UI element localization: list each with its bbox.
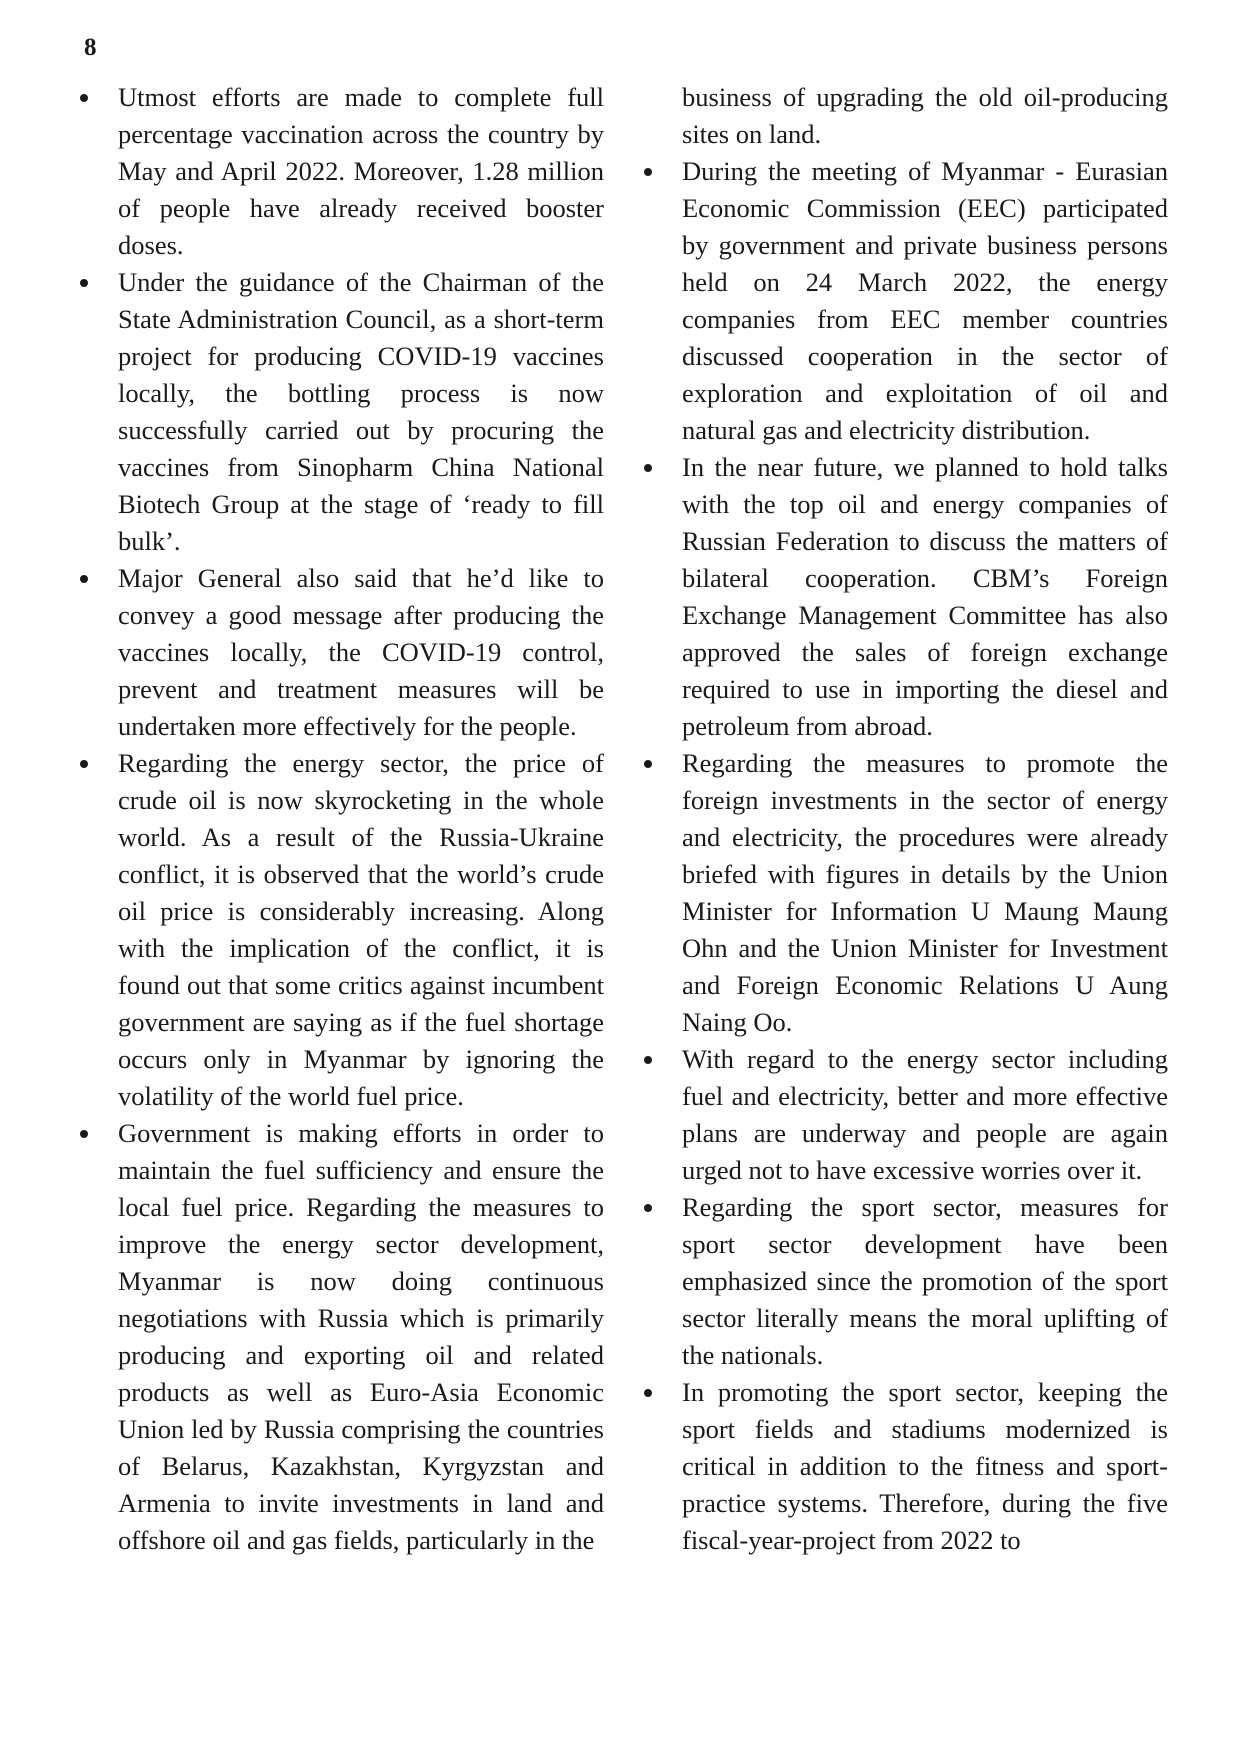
list-item [642, 449, 1168, 745]
list-item [78, 79, 604, 264]
list-item [78, 745, 604, 1115]
list-item-text: With regard to the energy sector including fuel and electricity, better and more effective plans are underway and people are again urged not to have excessive worries over it. [682, 1044, 1168, 1185]
bullet-icon [644, 1056, 652, 1064]
list-item-text: Government is making efforts in order to maintain the fuel sufficiency and ensure the local fuel price. Regarding the measures to improve the energy sector development, Myanmar is now doing continuous negotiations with Russia which is primarily producing and exporting oil and related products as well as Euro-Asia Economic Union led by Russia comprising the countries of Belarus, Kazakhstan, Kyrgyzstan and Armenia to invite investments in land and offshore oil and gas fields, particularly in the [118, 1118, 604, 1555]
list-item-text: In promoting the sport sector, keeping the sport fields and stadiums modernized is critical in addition to the fitness and sport-practice systems. Therefore, during the five fiscal-year-project from 2022 to [682, 1377, 1168, 1555]
list-item-text: Regarding the measures to promote the foreign investments in the sector of energy and electricity, the procedures were already briefed with figures in details by the Union Minister for Information U Maung Maung Ohn and the Union Minister for Investment and Foreign Economic Relations U Aung Naing Oo. [682, 748, 1168, 1037]
bullet-icon [80, 279, 88, 287]
bullet-icon [644, 1389, 652, 1397]
list-item-text: In the near future, we planned to hold talks with the top oil and energy companies of Russian Federation to discuss the matters of bilateral cooperation. CBM’s Foreign Exchange Management Committee has also approved the sales of foreign exchange required to use in importing the diesel and petroleum from abroad. [682, 452, 1168, 741]
bullet-icon [80, 1130, 88, 1138]
list-item [78, 560, 604, 745]
list-item-text: Regarding the energy sector, the price of crude oil is now skyrocketing in the whole world. As a result of the Russia-Ukraine conflict, it is observed that the world’s crude oil price is considerably increasing. Along with the implication of the conflict, it is found out that some critics against incumbent government are saying as if the fuel shortage occurs only in Myanmar by ignoring the volatility of the world fuel price. [118, 748, 604, 1111]
list-item [642, 1041, 1168, 1189]
right-column [642, 79, 1168, 1559]
list-item-text: business of upgrading the old oil-producing sites on land. [682, 82, 1168, 149]
list-item-continuation [642, 79, 1168, 153]
bullet-icon [80, 760, 88, 768]
list-item-text: During the meeting of Myanmar - Eurasian Economic Commission (EEC) participated by government and private business persons held on 24 March 2022, the energy companies from EEC member countries discussed cooperation in the sector of exploration and exploitation of oil and natural gas and electricity distribution. [682, 156, 1168, 445]
bullet-icon [80, 575, 88, 583]
bullet-icon [644, 760, 652, 768]
list-item-text: Regarding the sport sector, measures for sport sector development have been emphasized since the promotion of the sport sector literally means the moral uplifting of the nationals. [682, 1192, 1168, 1370]
bullet-icon [644, 168, 652, 176]
list-item-text: Major General also said that he’d like to convey a good message after producing the vaccines locally, the COVID-19 control, prevent and treatment measures will be undertaken more effectively for the people. [118, 563, 604, 741]
list-item [642, 153, 1168, 449]
bullet-icon [80, 94, 88, 102]
list-item [78, 264, 604, 560]
list-item [642, 1189, 1168, 1374]
list-item [642, 745, 1168, 1041]
list-item-text: Utmost efforts are made to complete full percentage vaccination across the country by May and April 2022. Moreover, 1.28 million of people have already received booster doses. [118, 82, 604, 260]
list-item-text: Under the guidance of the Chairman of the State Administration Council, as a short-term project for producing COVID-19 vaccines locally, the bottling process is now successfully carried out by procuring the vaccines from Sinopharm China National Biotech Group at the stage of ‘ready to fill bulk’. [118, 267, 604, 556]
page-number: 8 [84, 34, 97, 61]
list-item [78, 1115, 604, 1559]
bullet-icon [644, 464, 652, 472]
list-item [642, 1374, 1168, 1559]
left-column [78, 79, 604, 1559]
bullet-icon [644, 1204, 652, 1212]
